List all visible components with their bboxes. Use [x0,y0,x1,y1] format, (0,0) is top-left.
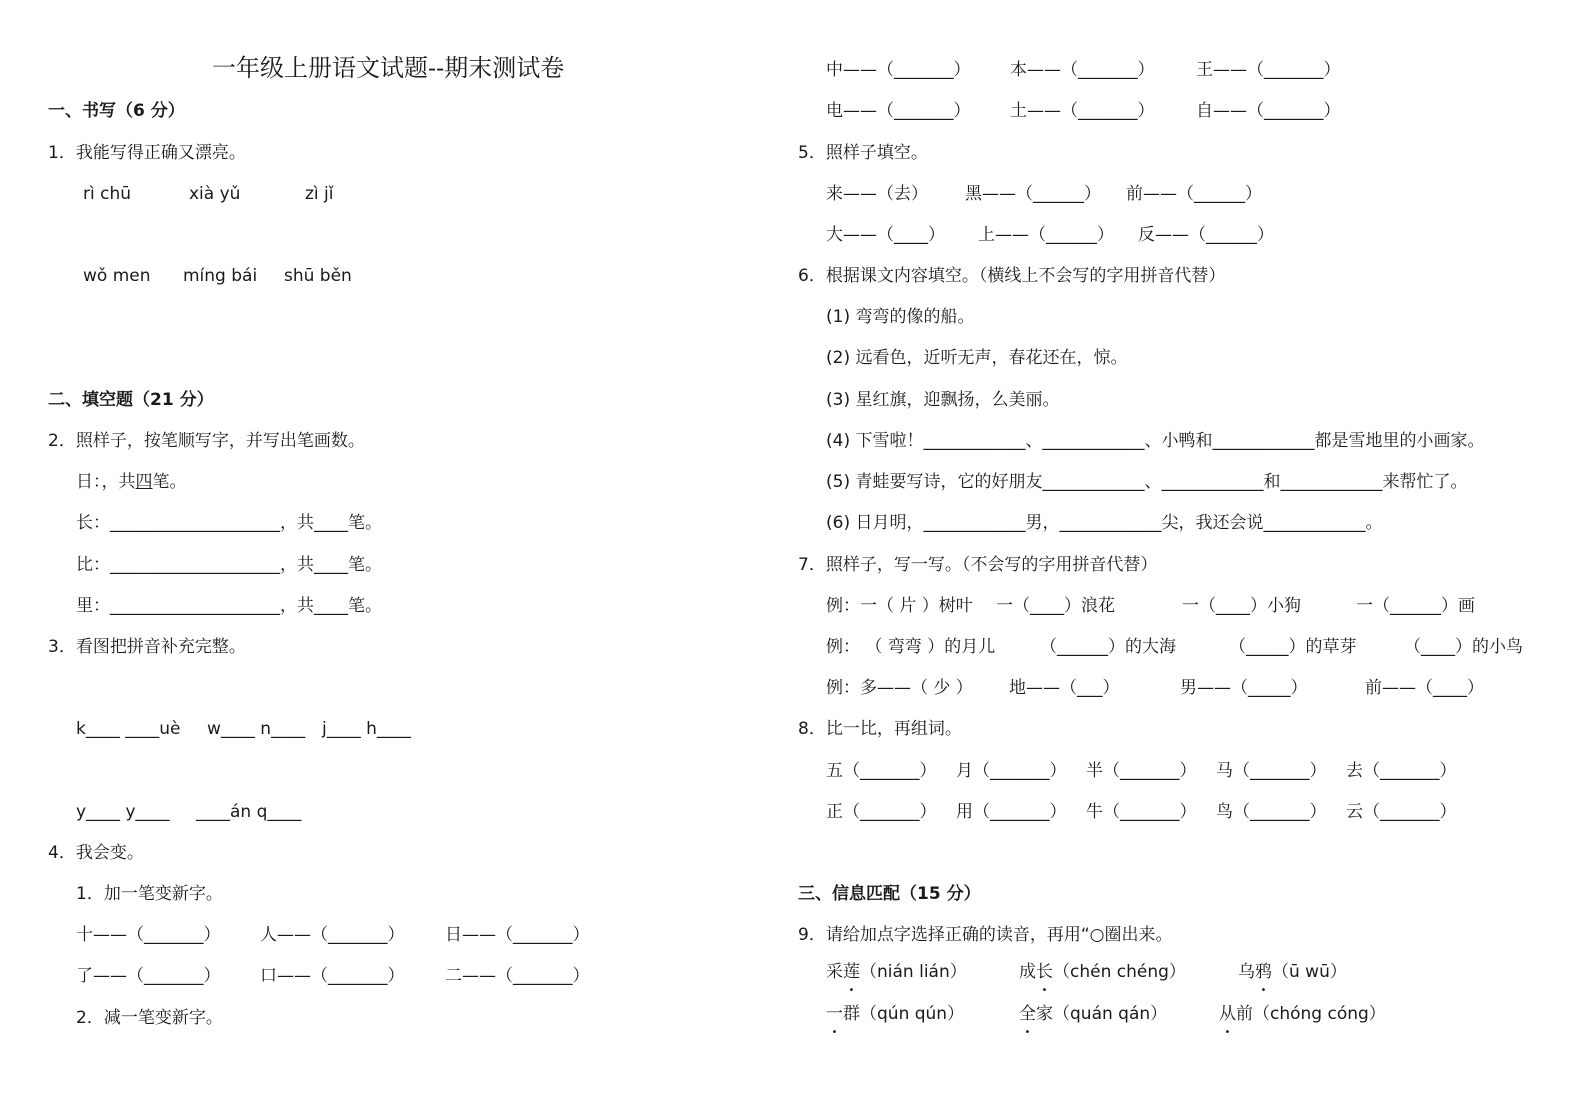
reduplication-item: （_____）的草芽 [1229,637,1357,657]
pinyin-blank: y____ y____ [76,802,170,822]
stroke-row: 里：____________________，共____笔。 [76,596,382,616]
dotted-char: 鸦 [1255,962,1272,982]
page-title: 一年级上册语文试题--期末测试卷 [212,54,565,82]
question-8: 8．比一比，再组词。 [798,719,962,739]
word-group-item: 马（_______） [1216,761,1327,781]
word-group-item: 月（_______） [956,761,1067,781]
plain-char: 前 [1236,1004,1253,1024]
antonym-example-item: 例：多——（ 少 ） [826,678,973,698]
measure-word-item: 一（______）画 [1356,596,1475,616]
reduplication-item: （____）的小鸟 [1404,637,1523,657]
text-fill-item: (3) 星红旗，迎飘扬，么美丽。 [826,390,1060,410]
text-fill-item: (4) 下雪啦！____________、____________、小鸭和____________都是雪地里的小画家。 [826,431,1485,451]
section-heading-matching: 三、信息匹配（15 分） [798,884,981,904]
pronunciation-item [1238,960,1347,984]
dotted-char: 长 [1036,962,1053,982]
antonym-item: 黑——（______） [965,184,1101,204]
remove-stroke-item: 土——（_______） [1010,101,1155,121]
pinyin-options: （nián lián） [860,962,967,982]
pinyin-item: míng bái [183,266,258,286]
pronunciation-item [826,960,967,984]
word-group-item: 去（_______） [1346,761,1457,781]
antonym-item: 来——（去） [826,184,928,204]
pinyin-options: （qún qún） [860,1004,965,1024]
pronunciation-item [1219,1002,1386,1026]
word-group-item: 云（_______） [1346,802,1457,822]
measure-word-item: 一（____）浪花 [996,596,1115,616]
pinyin-blank: k____ ____uè [76,719,181,739]
word-group-item: 鸟（_______） [1216,802,1327,822]
remove-stroke-item: 电——（_______） [826,101,971,121]
question-2: 2．照样子，按笔顺写字，并写出笔画数。 [48,431,365,451]
reduplication-item: （______）的大海 [1040,637,1176,657]
text-fill-item: (5) 青蛙要写诗，它的好朋友____________、____________和____________来帮忙了。 [826,472,1468,492]
pinyin-options: （chén chéng） [1053,962,1186,982]
remove-stroke-item: 本——（_______） [1010,60,1155,80]
add-stroke-item: 口——（_______） [260,966,405,986]
plain-char: 乌 [1238,962,1255,982]
question-4-1: 1．加一笔变新字。 [76,884,223,904]
plain-char: 成 [1019,962,1036,982]
pronunciation-item [1019,1002,1167,1026]
pronunciation-item [1019,960,1186,984]
stroke-row: 比：____________________，共____笔。 [76,555,382,575]
text-fill-item: (1) 弯弯的像的船。 [826,307,975,327]
add-stroke-item: 日——（_______） [445,925,590,945]
stroke-row: 长：____________________，共____笔。 [76,513,382,533]
dotted-char: 全 [1019,1004,1036,1024]
question-3: 3．看图把拼音补充完整。 [48,637,246,657]
text-fill-item: (2) 远看色，近听无声，春花还在，惊。 [826,348,1128,368]
remove-stroke-item: 王——（_______） [1196,60,1341,80]
word-group-item: 正（_______） [826,802,937,822]
word-group-item: 五（_______） [826,761,937,781]
section-heading-writing: 一、书写（6 分） [48,101,185,121]
stroke-example-char: 日：，共 [76,472,136,492]
question-7: 7．照样子，写一写。（不会写的字用拼音代替） [798,555,1158,575]
pinyin-options: （ū wū） [1272,962,1347,982]
question-5: 5．照样子填空。 [798,143,928,163]
antonym-item: 前——（______） [1126,184,1262,204]
antonym-example-item: 前——（____） [1365,678,1484,698]
remove-stroke-item: 自——（_______） [1196,101,1341,121]
question-6: 6．根据课文内容填空。（横线上不会写的字用拼音代替） [798,266,1226,286]
add-stroke-item: 十——（_______） [76,925,221,945]
antonym-example-item: 地——（___） [1009,678,1120,698]
stroke-example [76,470,187,494]
stroke-example-suffix: 笔。 [152,472,187,492]
word-group-item: 牛（_______） [1086,802,1197,822]
question-4: 4．我会变。 [48,843,144,863]
word-group-item: 半（_______） [1086,761,1197,781]
plain-char: 群 [843,1004,860,1024]
add-stroke-item: 二——（_______） [445,966,590,986]
pinyin-item: rì chū [83,184,132,204]
pinyin-blank: j____ h____ [322,719,411,739]
stroke-example-count: 四 [135,472,153,492]
pinyin-blank: ____án q____ [196,802,302,822]
pinyin-options: （quán qán） [1053,1004,1168,1024]
measure-word-item: 一（____）小狗 [1182,596,1301,616]
question-4-2: 2．减一笔变新字。 [76,1008,223,1028]
antonym-item: 上——（______） [978,225,1114,245]
dotted-char: 莲 [843,962,860,982]
antonym-item: 大——（____） [826,225,945,245]
text-fill-item: (6) 日月明，____________男，____________尖，我还会说____________。 [826,513,1383,533]
add-stroke-item: 人——（_______） [260,925,405,945]
question-1: 1．我能写得正确又漂亮。 [48,143,246,163]
remove-stroke-item: 中——（_______） [826,60,971,80]
measure-word-item: 例：一（ 片 ）树叶 [826,596,973,616]
plain-char: 采 [826,962,843,982]
pinyin-item: wǒ men [83,266,151,286]
section-heading-fill-blank: 二、填空题（21 分） [48,390,214,410]
pinyin-item: zì jǐ [305,184,334,204]
pinyin-item: xià yǔ [189,184,241,204]
add-stroke-item: 了——（_______） [76,966,221,986]
antonym-item: 反——（______） [1138,225,1274,245]
dotted-char: 从 [1219,1004,1236,1024]
reduplication-item: 例： （ 弯弯 ）的月儿 [826,637,996,657]
question-9: 9．请给加点字选择正确的读音，再用“○圈出来。 [798,925,1173,945]
pinyin-blank: w____ n____ [207,719,306,739]
plain-char: 家 [1036,1004,1053,1024]
dotted-char: 一 [826,1004,843,1024]
word-group-item: 用（_______） [956,802,1067,822]
pronunciation-item [826,1002,964,1026]
pinyin-options: （chóng cóng） [1253,1004,1386,1024]
pinyin-item: shū běn [284,266,352,286]
antonym-example-item: 男——（_____） [1180,678,1308,698]
